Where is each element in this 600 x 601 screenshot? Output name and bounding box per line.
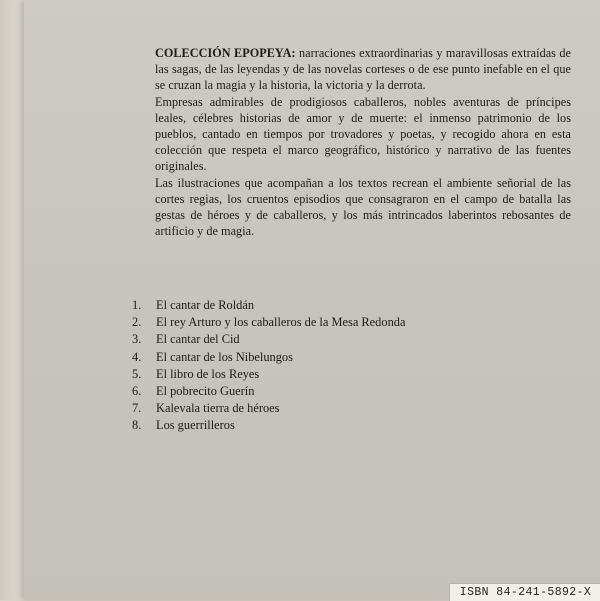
intro-paragraph-1 bbox=[155, 45, 571, 94]
intro-paragraph-3: Las ilustraciones que acompañan a los textos recrean el ambiente señorial de las cortes regias, los cruentos episodios que consagraron en el campo de batalla las gestas de héroes y de caballeros, y los más intrincados laberintos rebosantes de artificio y de magia. bbox=[155, 175, 571, 239]
list-item bbox=[132, 349, 405, 366]
list-item-number: 2. bbox=[132, 315, 142, 330]
list-item-number: 7. bbox=[132, 401, 142, 416]
intro-paragraph-1-text: narraciones extraordinarias y maravillosas extraídas de las sagas, de las leyendas y de las novelas corteses o de ese punto inefable en el que se cruzan la magia y la historia, la victoria y la derrota. bbox=[155, 46, 571, 93]
book-list bbox=[132, 297, 405, 435]
list-item bbox=[132, 400, 405, 417]
list-item-title: El cantar del Cid bbox=[156, 332, 240, 347]
list-item-title: Kalevala tierra de héroes bbox=[156, 401, 280, 416]
list-item-number: 4. bbox=[132, 349, 142, 364]
list-item-title: El cantar de los Nibelungos bbox=[156, 349, 293, 364]
collection-description bbox=[155, 45, 571, 239]
list-item bbox=[132, 331, 405, 348]
list-item-number: 3. bbox=[132, 332, 142, 347]
list-item-title: El cantar de Roldán bbox=[156, 298, 255, 312]
list-item bbox=[132, 314, 405, 331]
intro-paragraph-2: Empresas admirables de prodigiosos caballeros, nobles aventuras de príncipes leales, célebres historias de amor y de muerte: el inmenso patrimonio de los pueblos, cantado en tiempos por trovadores y poetas, y recogido ahora en esta colección que respeta el marco geográfico, histórico y narrativo de las fuentes originales. bbox=[155, 94, 571, 174]
list-item-title: El rey Arturo y los caballeros de la Mesa Redonda bbox=[156, 315, 406, 330]
list-item-title: Los guerrilleros bbox=[156, 418, 235, 433]
list-item-number: 6. bbox=[132, 384, 142, 399]
list-item bbox=[132, 383, 405, 400]
list-item bbox=[132, 297, 405, 314]
collection-name: COLECCIÓN EPOPEYA: bbox=[155, 46, 296, 60]
list-item-number: 5. bbox=[132, 366, 142, 381]
list-item-title: El libro de los Reyes bbox=[156, 366, 260, 381]
list-item-title: El pobrecito Guerín bbox=[156, 384, 255, 399]
list-item-number: 1. bbox=[132, 298, 142, 312]
list-item-number: 8. bbox=[132, 418, 142, 433]
list-item bbox=[132, 417, 405, 434]
isbn-label: ISBN 84-241-5892-X bbox=[449, 583, 600, 601]
list-item bbox=[132, 366, 405, 383]
